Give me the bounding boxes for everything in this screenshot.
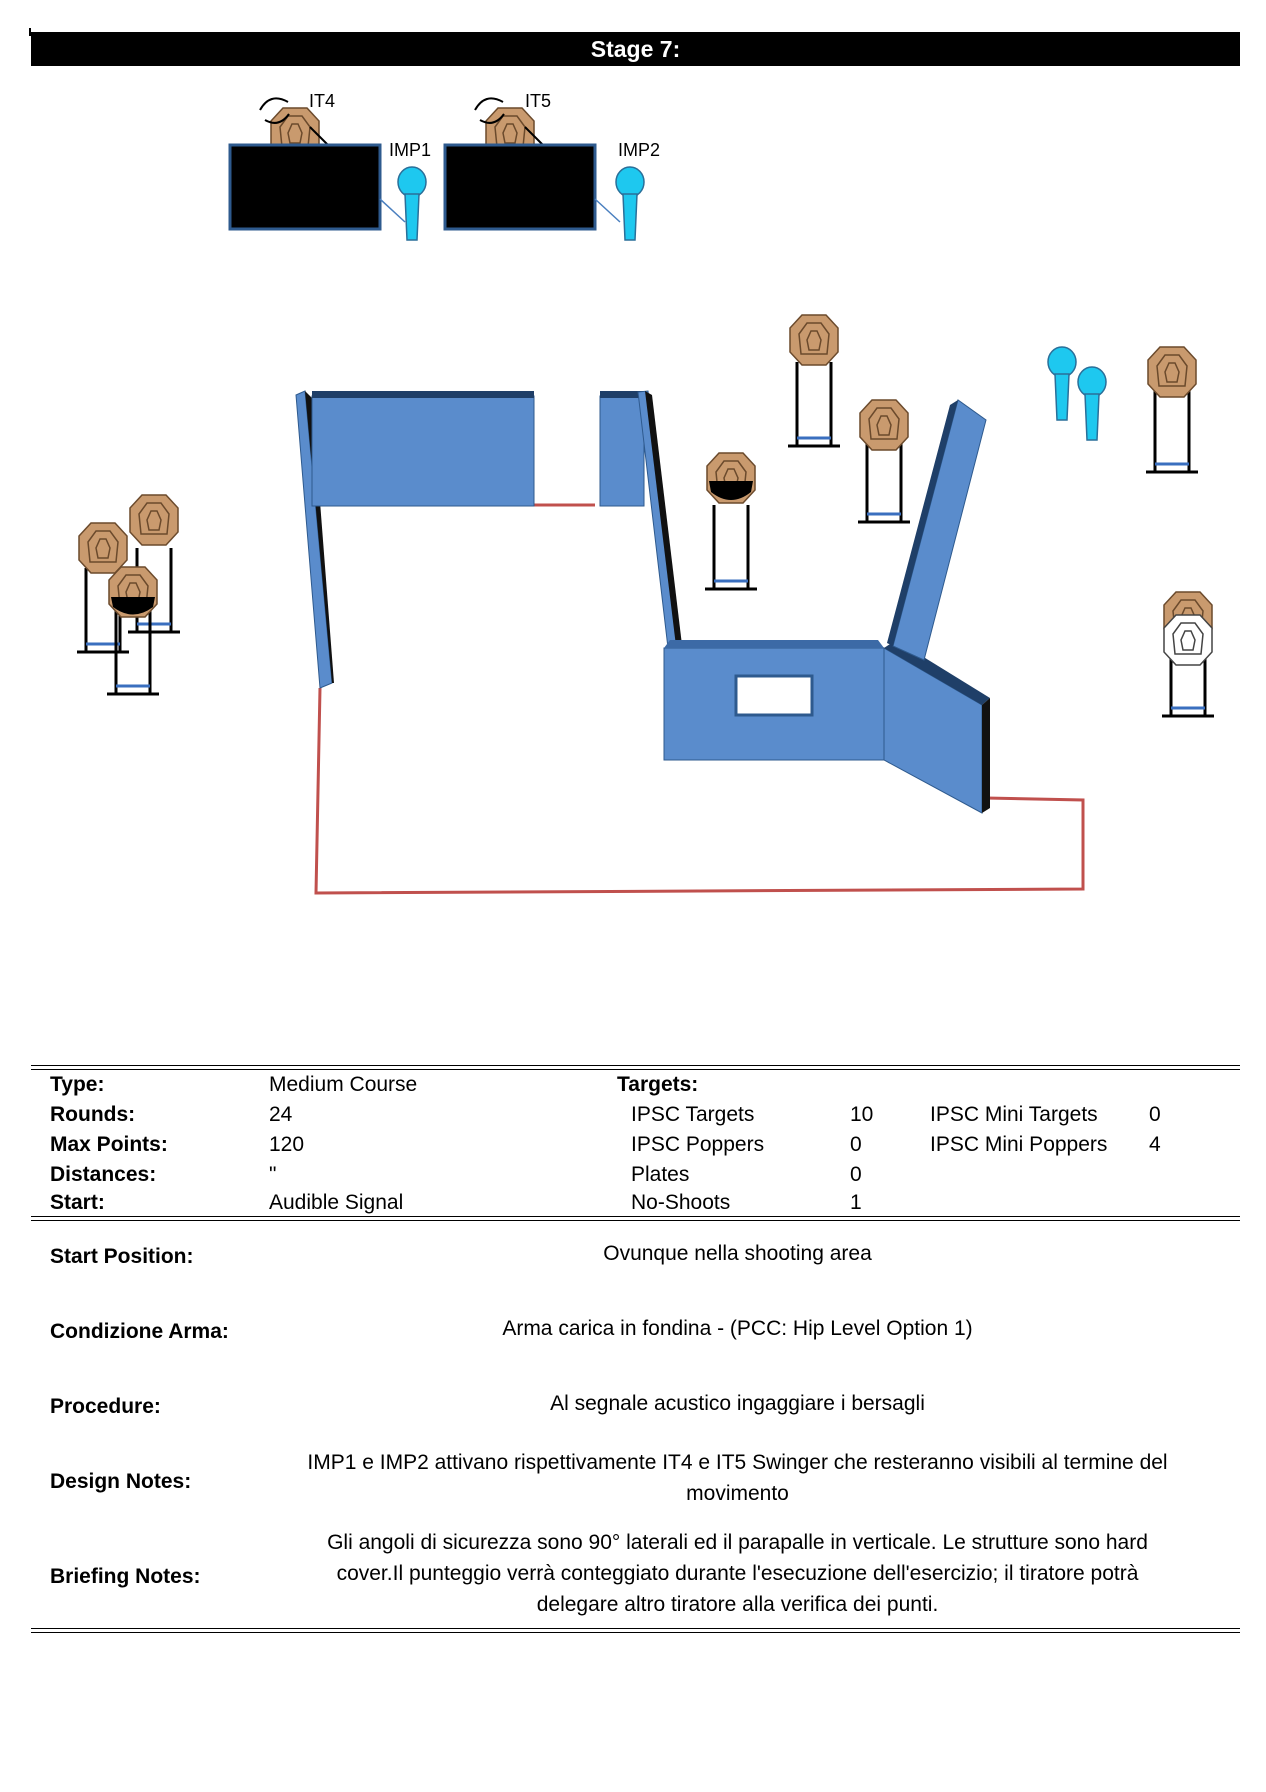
rounds-label: Rounds:	[50, 1103, 136, 1126]
it5-label: IT5	[525, 91, 552, 111]
procedure-value: Al segnale acustico ingaggiare i bersagli	[550, 1392, 925, 1415]
black-panel	[230, 145, 380, 229]
target-stand-far-right	[1146, 347, 1198, 472]
design-notes-label: Design Notes:	[50, 1470, 192, 1493]
middle-diagonal-wall	[638, 391, 682, 648]
imp2-popper-icon	[616, 167, 644, 240]
stage-diagram	[0, 66, 1266, 1056]
ipsc-targets-label: IPSC Targets	[631, 1103, 755, 1126]
procedure-label: Procedure:	[50, 1395, 161, 1418]
briefing-notes-line: Gli angoli di sicurezza sono 90° laterali ed il parapalle in verticale. Le strutture sono hard	[327, 1531, 1148, 1554]
plates-value: 0	[850, 1163, 862, 1186]
imp1-popper-icon	[398, 167, 426, 240]
imp1-label: IMP1	[389, 140, 432, 160]
design-notes-text	[250, 1447, 1225, 1509]
ipsc-targets-value: 10	[850, 1103, 874, 1126]
table-rule-top	[31, 1065, 1240, 1070]
noshoots-label: No-Shoots	[631, 1191, 731, 1214]
start-position-value: Ovunque nella shooting area	[603, 1242, 872, 1265]
type-value: Medium Course	[269, 1073, 418, 1096]
mini-poppers-label: IPSC Mini Poppers	[930, 1133, 1108, 1156]
target-stand-center	[705, 453, 757, 589]
table-rule-bottom	[31, 1628, 1240, 1633]
right-angled-wall	[884, 640, 990, 813]
design-notes-line: movimento	[686, 1482, 789, 1505]
type-label: Type:	[50, 1073, 105, 1096]
no-shoot-target-icon	[109, 567, 157, 617]
front-wall-with-window	[664, 640, 884, 760]
mini-popper-icon	[1048, 347, 1076, 420]
target-stand-upper-mid	[788, 315, 840, 446]
ipsc-poppers-label: IPSC Poppers	[631, 1133, 765, 1156]
window-port	[736, 676, 812, 715]
briefing-notes-label: Briefing Notes:	[50, 1565, 201, 1588]
target-stand-mid-right	[858, 400, 910, 522]
briefing-notes-line: cover.Il punteggio verrà conteggiato durante l'esecuzione dell'esercizio; il tiratore potrà	[336, 1562, 1139, 1585]
briefing-notes-text	[250, 1527, 1225, 1620]
stage-title-text: Stage 7:	[590, 35, 681, 62]
noshoots-value: 1	[850, 1191, 862, 1214]
stage-title	[31, 32, 1240, 66]
white-no-shoot-icon	[1164, 615, 1212, 665]
mini-targets-value: 0	[1149, 1103, 1161, 1126]
mini-poppers-pair	[1048, 347, 1106, 440]
distances-label: Distances:	[50, 1163, 157, 1186]
it4-label: IT4	[309, 91, 336, 111]
table-rule-mid	[31, 1216, 1240, 1221]
briefing-notes-line: delegare altro tiratore alla verifica dei punti.	[536, 1593, 939, 1616]
black-panel	[445, 145, 595, 229]
mini-targets-label: IPSC Mini Targets	[930, 1103, 1098, 1126]
distances-value: "	[269, 1163, 277, 1186]
top-wall-left	[312, 391, 534, 506]
mini-poppers-value: 4	[1149, 1133, 1161, 1156]
targets-label: Targets:	[617, 1073, 699, 1096]
target-stand-right-noshoot	[1162, 592, 1214, 716]
ipsc-poppers-value: 0	[850, 1133, 862, 1156]
start-value: Audible Signal	[269, 1191, 404, 1214]
max-points-label: Max Points:	[50, 1133, 168, 1156]
design-notes-line: IMP1 e IMP2 attivano rispettivamente IT4 e IT5 Swinger che resteranno visibili al termine del	[307, 1451, 1168, 1474]
plates-label: Plates	[631, 1163, 690, 1186]
rounds-value: 24	[269, 1103, 293, 1126]
imp2-label: IMP2	[618, 140, 661, 160]
it4-swinger-group	[230, 91, 431, 240]
mini-popper-icon	[1078, 367, 1106, 440]
max-points-value: 120	[269, 1133, 305, 1156]
condizione-value: Arma carica in fondina - (PCC: Hip Level Option 1)	[502, 1317, 973, 1340]
it5-swinger-group	[445, 91, 660, 240]
start-position-label: Start Position:	[50, 1245, 194, 1268]
top-wall-right	[600, 391, 644, 506]
condizione-label: Condizione Arma:	[50, 1320, 229, 1343]
start-label: Start:	[50, 1191, 105, 1214]
